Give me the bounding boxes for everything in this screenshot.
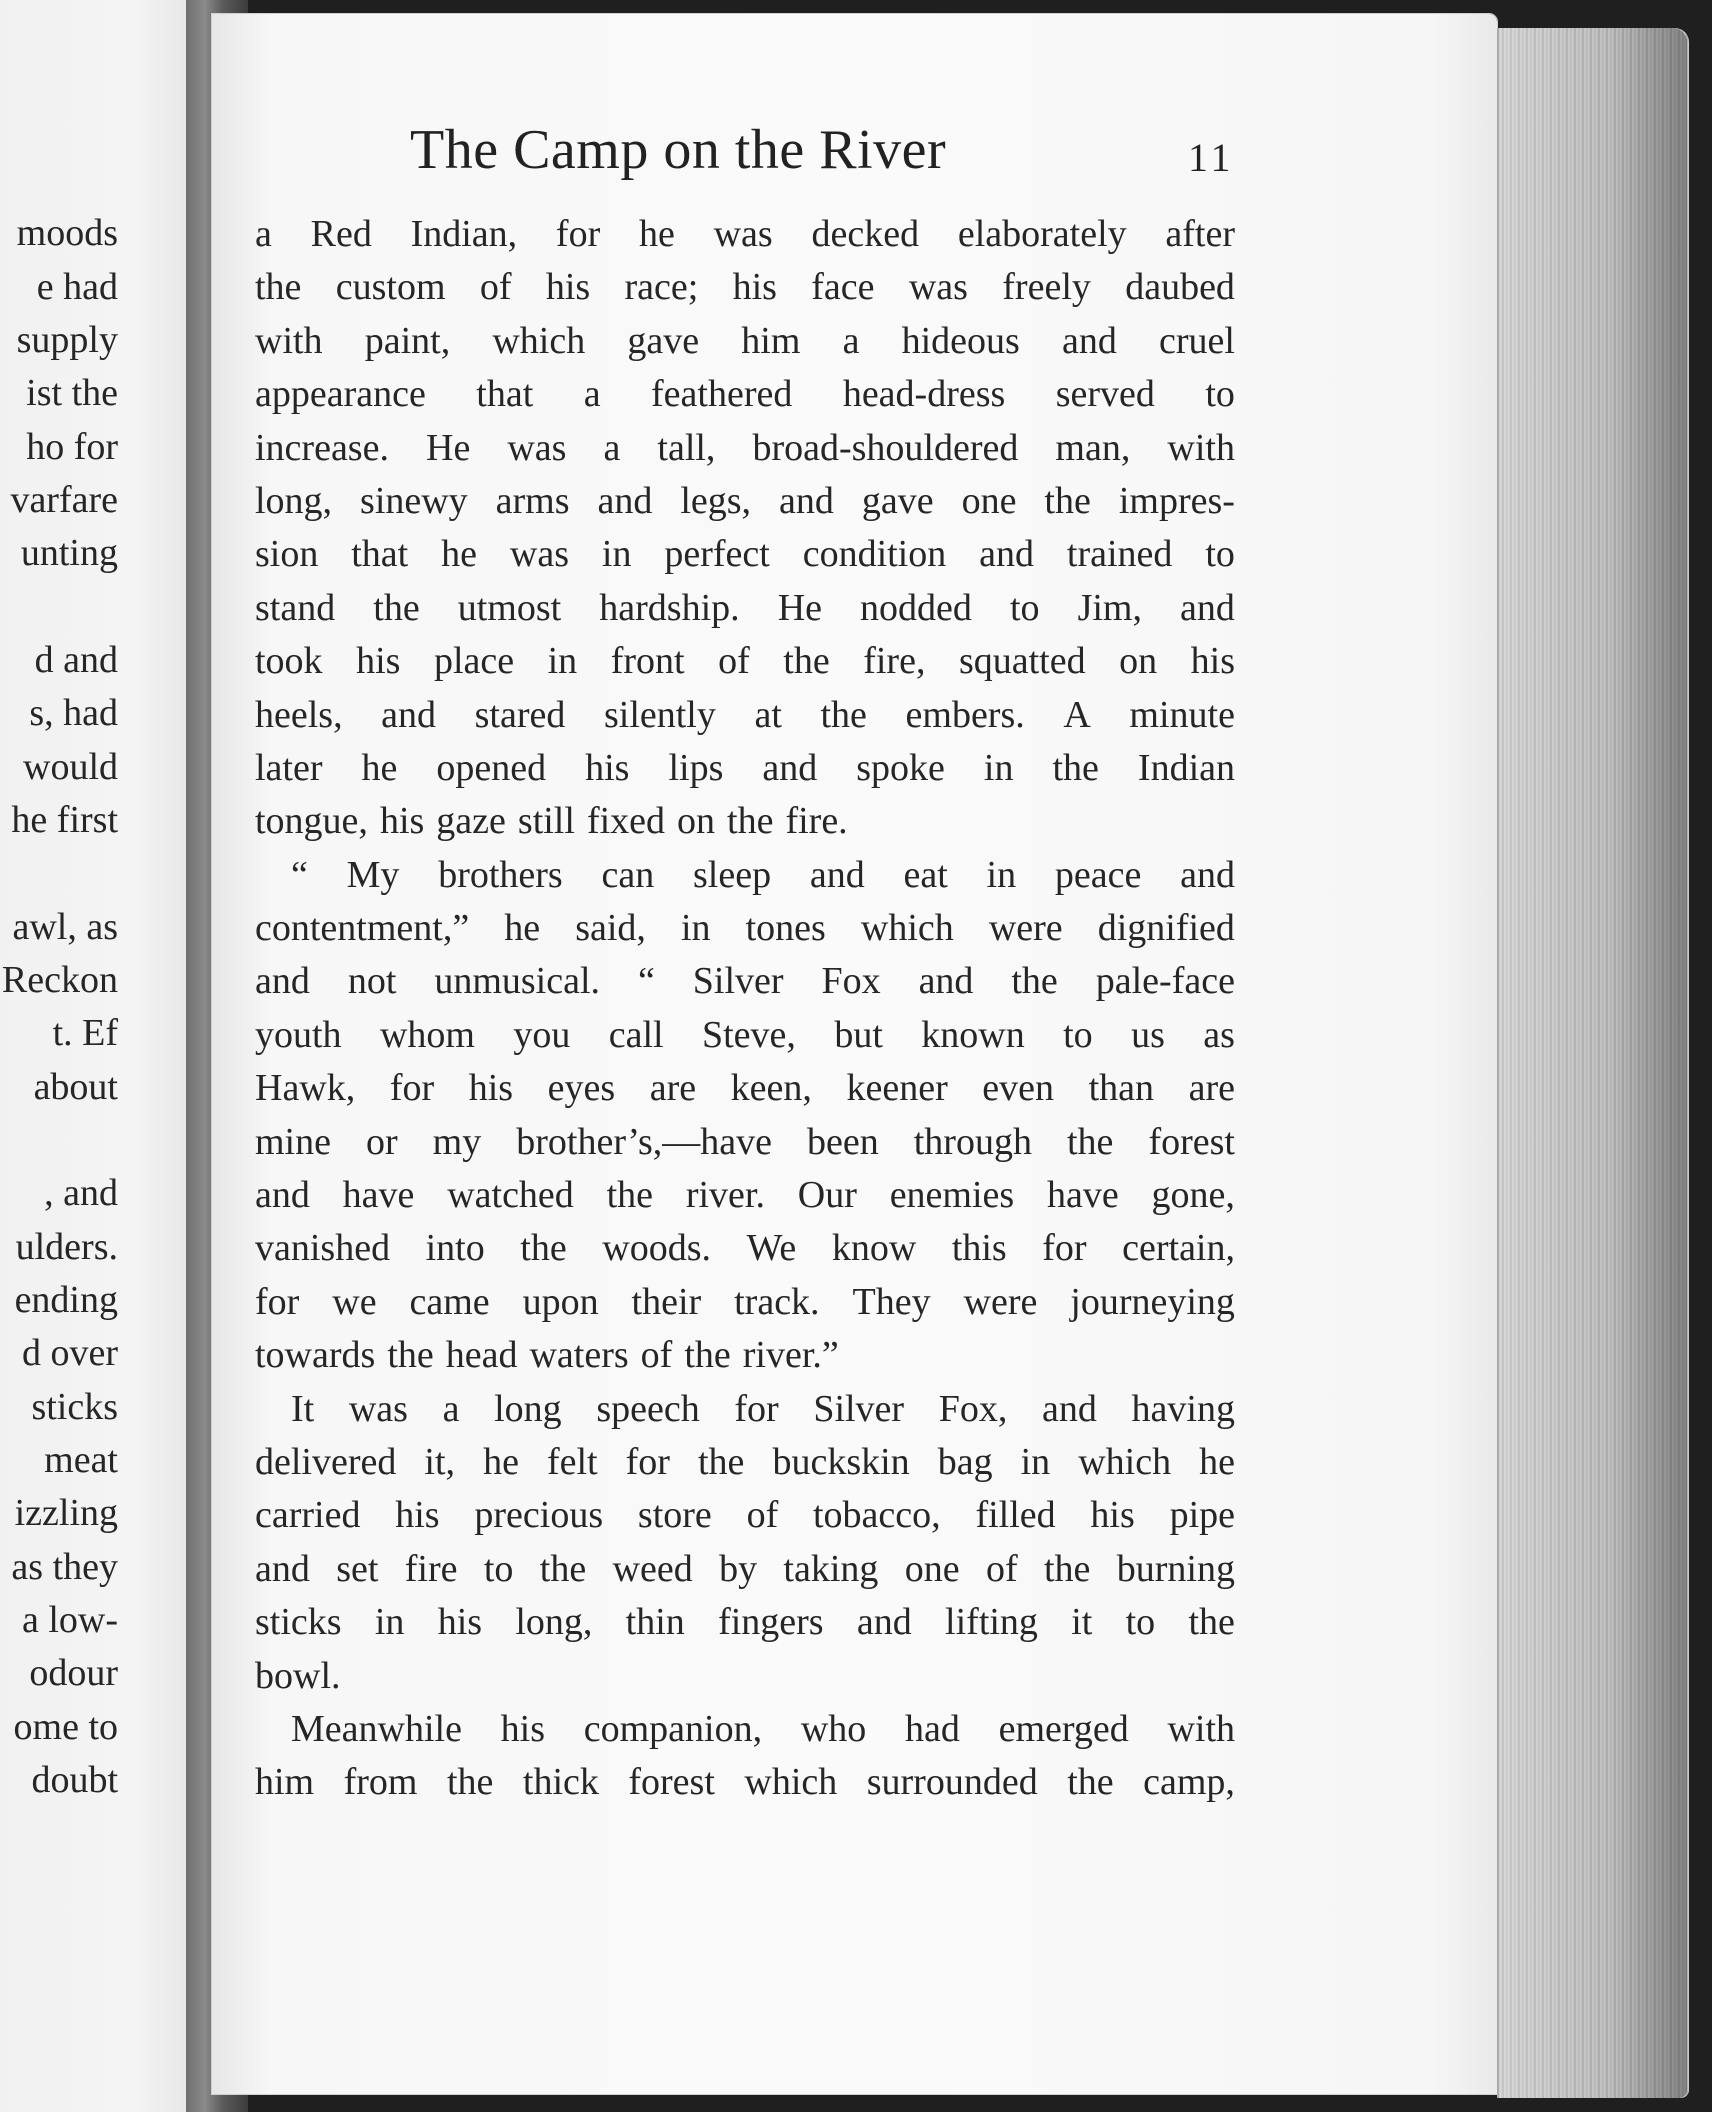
previous-page-line: would — [23, 746, 118, 788]
previous-page-line: e had — [36, 266, 118, 308]
text-line: contentment,” he said, in tones which were dignified — [255, 907, 1235, 950]
text-line: and set fire to the weed by taking one of the burning — [255, 1547, 1235, 1590]
previous-page-line: ist the — [26, 372, 118, 414]
text-line: delivered it, he felt for the buckskin bag in which he — [255, 1440, 1235, 1483]
previous-page-line: unting — [20, 532, 118, 574]
previous-page-line: , and — [44, 1172, 118, 1214]
previous-page-line: izzling — [14, 1492, 118, 1534]
text-line: tongue, his gaze still fixed on the fire. — [255, 800, 848, 843]
text-line: Hawk, for his eyes are keen, keener even than are — [255, 1067, 1235, 1110]
previous-page-line: sticks — [31, 1386, 118, 1428]
page-body-text — [255, 208, 1235, 1810]
text-line: bowl. — [255, 1654, 341, 1697]
text-line: long, sinewy arms and legs, and gave one the impres- — [255, 479, 1235, 522]
previous-page-line: a low- — [21, 1599, 118, 1641]
text-line: a Red Indian, for he was decked elaborately after — [255, 213, 1235, 255]
text-line: It was a long speech for Silver Fox, and having — [291, 1387, 1235, 1430]
text-line: heels, and stared silently at the embers. A minute — [255, 693, 1235, 736]
text-line: sticks in his long, thin fingers and lifting it to the — [255, 1601, 1235, 1644]
text-line: carried his precious store of tobacco, filled his pipe — [255, 1494, 1235, 1537]
text-line: Meanwhile his companion, who had emerged with — [291, 1707, 1235, 1750]
text-line: sion that he was in perfect condition and trained to — [255, 533, 1235, 576]
previous-page-line: odour — [29, 1652, 118, 1694]
text-line: later he opened his lips and spoke in the Indian — [255, 746, 1235, 789]
previous-page-line: supply — [16, 319, 118, 361]
previous-page-line: ulders. — [15, 1226, 118, 1268]
page-edges-shading — [1497, 28, 1687, 2098]
previous-page-line: d and — [34, 639, 118, 681]
previous-page-line: ho for — [26, 426, 118, 468]
text-line: and not unmusical. “ Silver Fox and the pale-face — [255, 960, 1235, 1003]
previous-page-line: varfare — [10, 479, 118, 521]
previous-page-line: he first — [11, 799, 118, 841]
previous-page-line: doubt — [31, 1759, 118, 1801]
previous-page-line: ome to — [13, 1706, 118, 1748]
page-number: 11 — [1188, 135, 1235, 180]
text-line: “ My brothers can sleep and eat in peace and — [291, 853, 1235, 896]
previous-page-line: meat — [44, 1439, 118, 1481]
text-line: stand the utmost hardship. He nodded to Jim, and — [255, 586, 1235, 629]
previous-page-line: ending — [14, 1279, 118, 1321]
previous-page-line: d over — [21, 1332, 118, 1374]
text-line: him from the thick forest which surrounded the camp, — [255, 1761, 1235, 1804]
previous-page-line: as they — [11, 1546, 118, 1588]
previous-page-line: awl, as — [12, 906, 118, 948]
text-line: vanished into the woods. We know this for certain, — [255, 1227, 1235, 1270]
text-line: increase. He was a tall, broad-shouldered man, with — [255, 426, 1235, 469]
previous-page-line: about — [33, 1066, 118, 1108]
text-line: youth whom you call Steve, but known to us as — [255, 1013, 1235, 1056]
text-line: the custom of his race; his face was freely daubed — [255, 266, 1235, 309]
previous-page-line: Reckon — [1, 959, 118, 1001]
text-line: took his place in front of the fire, squatted on his — [255, 640, 1235, 683]
previous-page-line: s, had — [29, 692, 118, 734]
previous-page-line: t. Ef — [52, 1012, 118, 1054]
text-line: and have watched the river. Our enemies have gone, — [255, 1174, 1235, 1217]
previous-page-line: moods — [16, 212, 118, 254]
text-line: towards the head waters of the river.” — [255, 1334, 839, 1377]
text-line: with paint, which gave him a hideous and cruel — [255, 319, 1235, 362]
text-line: mine or my brother’s,—have been through the forest — [255, 1120, 1235, 1163]
text-line: for we came upon their track. They were journeying — [255, 1280, 1235, 1323]
text-line: appearance that a feathered head-dress served to — [255, 373, 1235, 416]
previous-page — [0, 0, 190, 2112]
running-head: The Camp on the River — [410, 119, 947, 181]
